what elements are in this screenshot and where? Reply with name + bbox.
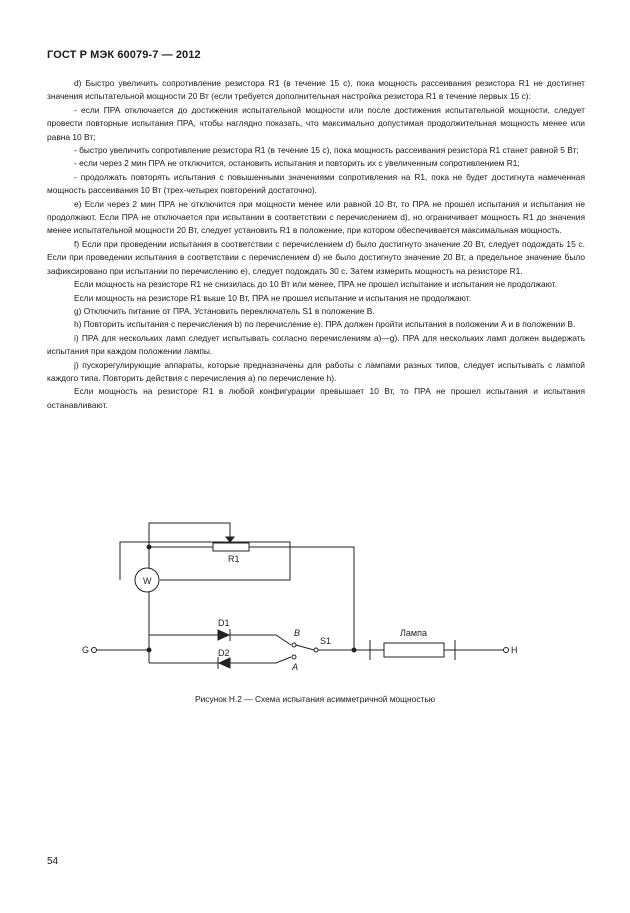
- figure-caption: Рисунок H.2 — Схема испытания асимметричной мощностью: [195, 694, 435, 704]
- paragraph: j) пускорегулирующие аппараты, которые предназначены для работы с лампами разных типов, следует испытывать с лампой каждого типа. Повторить действия с перечисления a) по перечисление h).: [47, 359, 585, 383]
- paragraph: Если мощность на резисторе R1 выше 10 Вт, ПРА не прошел испытание и испытания не продолжают.: [74, 292, 472, 303]
- wiper-arrowhead: [226, 537, 234, 542]
- switch-s1: [296, 645, 314, 650]
- label-r1: R1: [228, 554, 240, 564]
- switch-contact-a: [292, 655, 296, 659]
- lamp: [384, 643, 444, 657]
- diode-d2: [219, 658, 230, 668]
- label-s1: S1: [320, 636, 332, 646]
- paragraph: - если через 2 мин ПРА не отключится, остановить испытания и повторить их с увеличенным сопротивлением R1;: [74, 158, 520, 169]
- label-g: G: [82, 645, 90, 655]
- diode-d1: [218, 630, 229, 640]
- switch-pivot: [314, 648, 318, 652]
- paragraph: g) Отключить питание от ПРА. Установить переключатель S1 в положение B.: [74, 305, 375, 316]
- paragraph: Если мощность на резисторе R1 не снизилась до 10 Вт или менее, ПРА не прошел испытание и испытания не продолжают.: [74, 279, 557, 290]
- paragraph: - продолжать повторять испытания с повышенными значениями сопротивления на R1, пока не будет достигнута намеченная мощность рассеивания 10 Вт (трех-четырех повторений достаточно).: [47, 171, 585, 196]
- label-d1: D1: [218, 618, 230, 628]
- label-lamp: Лампа: [400, 628, 427, 638]
- label-a: A: [292, 662, 299, 672]
- resistor-r1: [213, 543, 249, 551]
- terminal-g: [92, 648, 97, 653]
- paragraph: i) ПРА для нескольких ламп следует испытывать согласно перечислениям a)—g). ПРА для нескольких ламп должен выдержать испытания при каждом положении лампы.: [47, 332, 585, 357]
- paragraph: Если мощность на резисторе R1 в любой конфигурации превышает 10 Вт, то ПРА не прошел испытания и испытания останавливают.: [47, 386, 585, 410]
- junction-dot: [147, 545, 151, 549]
- label-w: W: [143, 576, 152, 586]
- circuit-diagram: [70, 520, 530, 680]
- terminal-h: [504, 648, 509, 653]
- junction-dot: [352, 648, 356, 652]
- paragraph: e) Если через 2 мин ПРА не отключится при мощности менее или равной 10 Вт, то ПРА не прошел испытания и испытания не продолжают. Если ПРА не отключается при испытании в соответствии с перечислением d), но ограничивает мощность R1 до значения менее испытательной мощности 20 Вт, следует установить R1 в положение, при котором обеспечивается максимальная мощность.: [47, 198, 585, 236]
- paragraph: d) Быстро увеличить сопротивление резистора R1 (в течение 15 с), пока мощность рассеивания резистора R1 не достигнет значения испытательной мощности 20 Вт (если требуется дополнительная настройка резистора R1 в течение первых 15 с):: [47, 78, 585, 102]
- paragraph: h) Повторить испытания с перечисления b) по перечисление e). ПРА должен пройти испытания в положении A и в положении B.: [74, 319, 576, 330]
- label-d2: D2: [218, 648, 230, 658]
- switch-contact-b: [292, 643, 296, 647]
- document-header: ГОСТ Р МЭК 60079-7 — 2012: [47, 49, 201, 61]
- body-text: [47, 77, 585, 412]
- junction-dot: [147, 648, 151, 652]
- page-number: 54: [47, 856, 59, 867]
- paragraph: - быстро увеличить сопротивление резистора R1 (в течение 15 с), пока мощность рассеивания резистора R1 станет равной 5 Вт;: [74, 145, 579, 156]
- label-b: B: [294, 628, 301, 638]
- paragraph: - если ПРА отключается до достижения испытательной мощности или после достижения испытательной мощности, следует провести повторные испытания ПРА, чтобы наглядно показать, что максимально допустимая продолжительная мощность менее или равна 10 Вт;: [47, 104, 585, 142]
- paragraph: f) Если при проведении испытания в соответствии с перечислением d) было достигнуто значение 20 Вт, следует подождать 15 с. Если при проведении испытания в соответствии с перечислением d) не было достигнуто значение 20 Вт, а предельное значение было зафиксировано при испытании по перечислению e), следует подождать 30 с. Затем измерить мощность на резисторе R1.: [47, 238, 585, 276]
- label-h: H: [511, 645, 518, 655]
